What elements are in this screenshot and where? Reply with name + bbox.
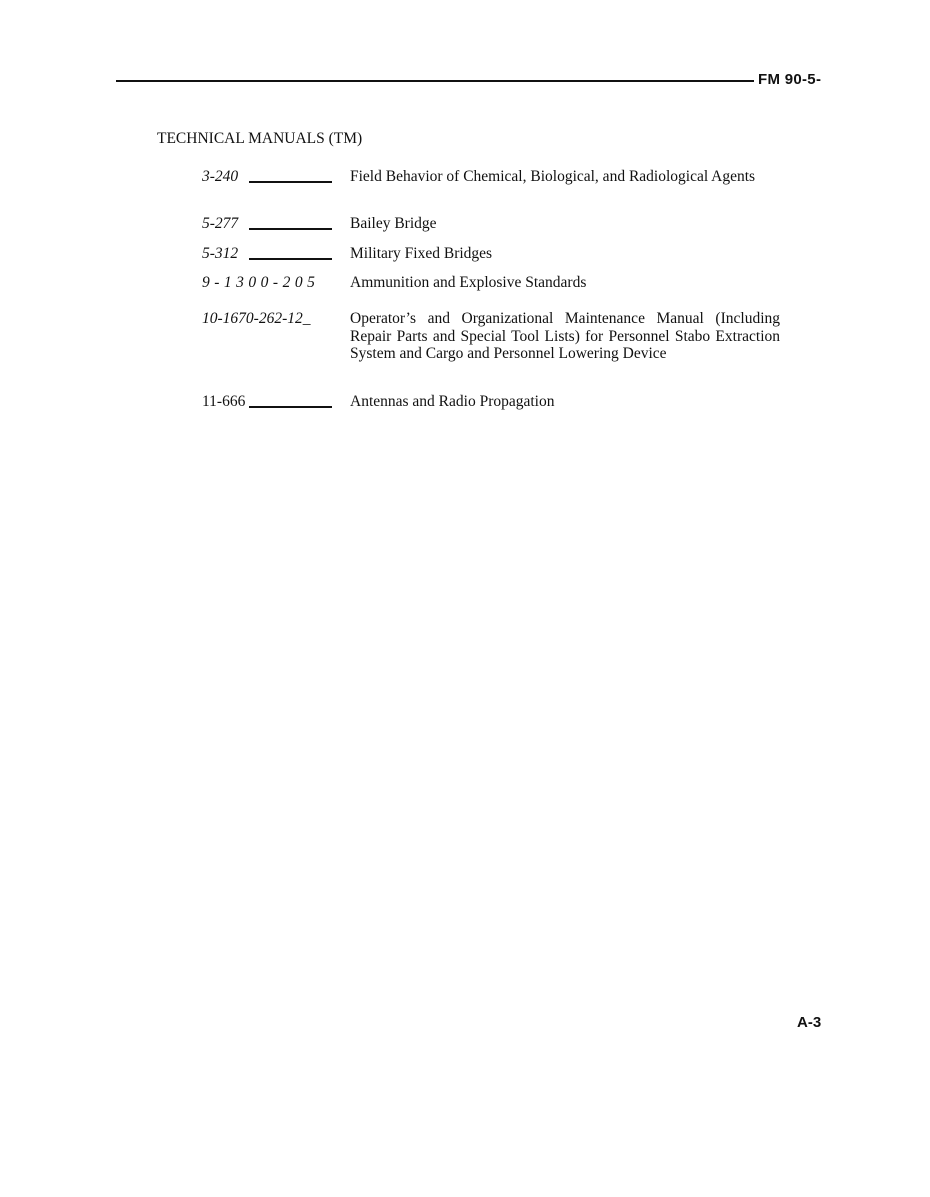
entry-number: 5-312: [202, 245, 239, 262]
entry-title: Ammunition and Explosive Standards: [350, 274, 587, 291]
entry-title: Antennas and Radio Propagation: [350, 393, 555, 410]
page-number: A-3: [797, 1014, 822, 1031]
entry-title: Operator’s and Organizational Maintenance Manual (Including Repair Parts and Special Tool Lists) for Personnel Stabo Extraction System and Cargo and Personnel Lowering Device: [350, 310, 780, 363]
entry-title: Field Behavior of Chemical, Biological, and Radiological Agents: [350, 168, 756, 185]
entry-number: 3-240: [202, 168, 239, 185]
section-heading: TECHNICAL MANUALS (TM): [157, 130, 363, 147]
leader-line: [249, 181, 332, 183]
entry-title: Bailey Bridge: [350, 215, 437, 232]
leader-line: [249, 228, 332, 230]
document-id: FM 90-5-: [758, 71, 822, 88]
leader-line: [249, 406, 332, 408]
leader-line: [249, 258, 332, 260]
entry-number: 5-277: [202, 215, 239, 232]
entry-number: 11-666: [202, 393, 246, 410]
entry-number: 9-1300-205: [202, 274, 320, 291]
entry-title: Military Fixed Bridges: [350, 245, 493, 262]
entry-number: 10-1670-262-12_: [202, 310, 311, 327]
